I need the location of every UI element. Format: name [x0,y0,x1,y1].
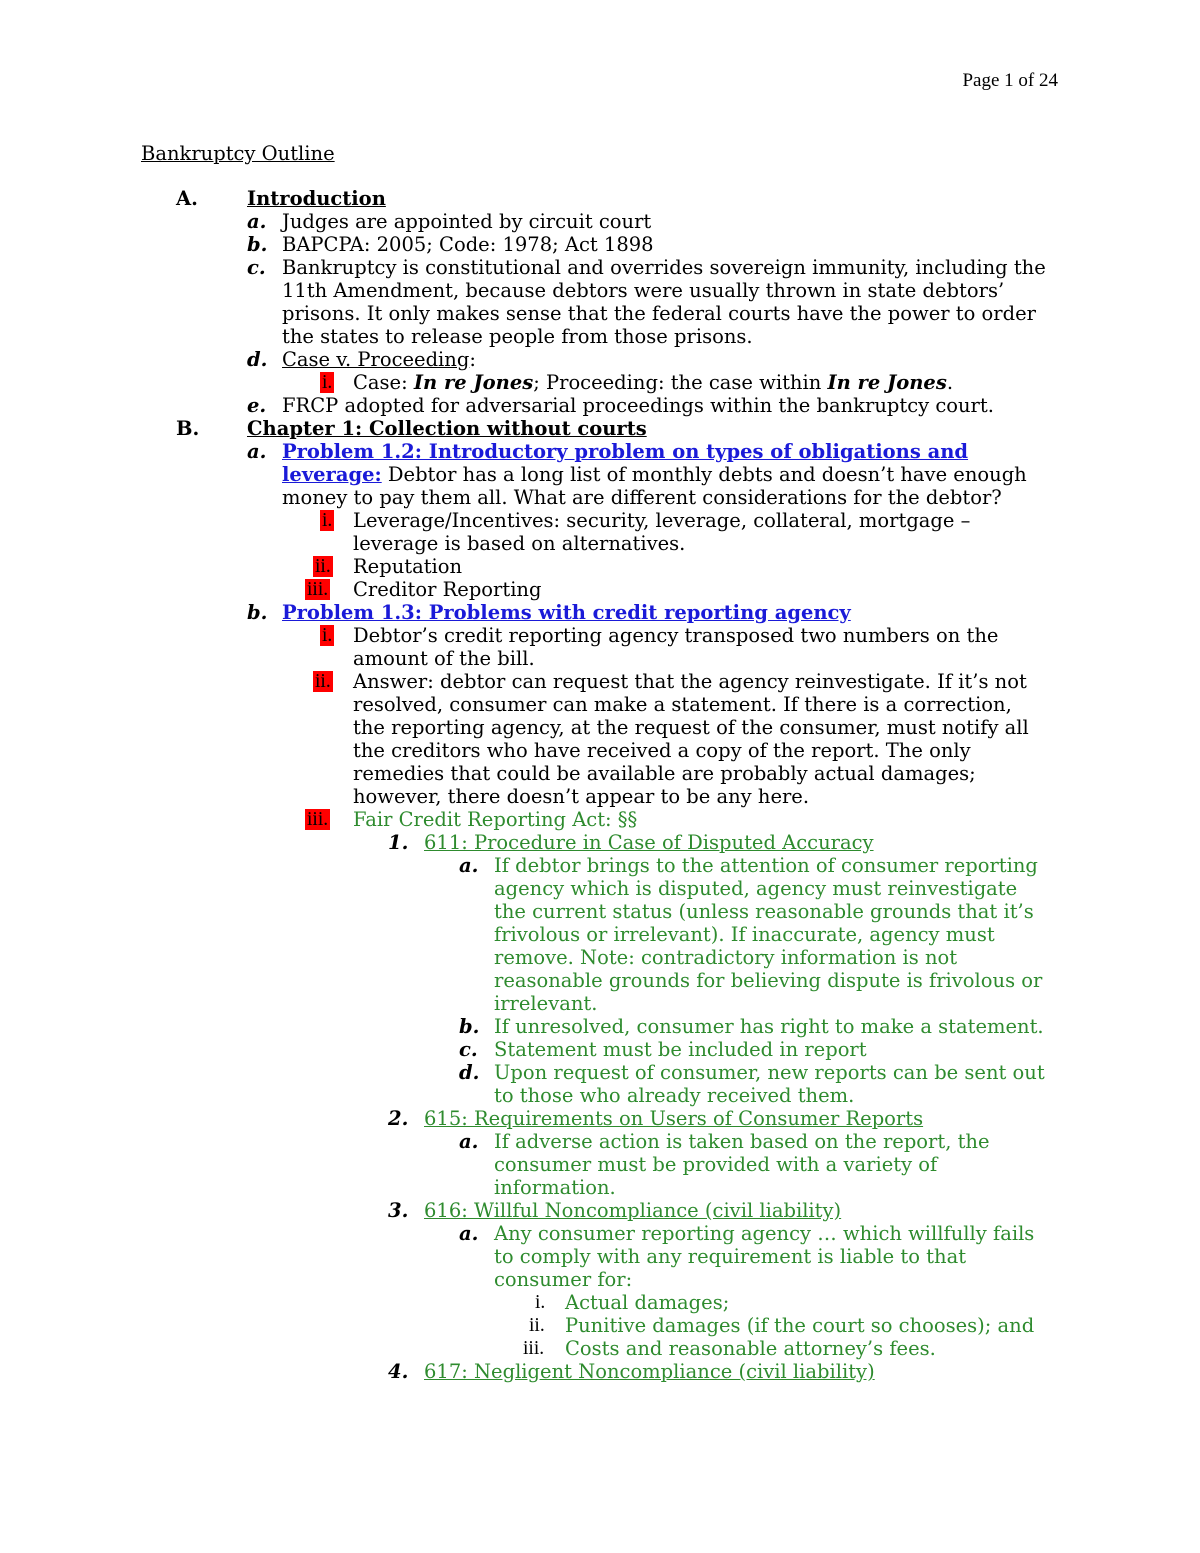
statute-title: 616: Willful Noncompliance (civil liability) [424,1199,842,1222]
outline-item: BAPCPA: 2005; Code: 1978; Act 1898 [282,233,654,256]
marker-highlight: iii. [307,579,329,600]
statute-marker: 2. [388,1107,409,1130]
subitem-line: Leverage/Incentives: security, leverage, collateral, mortgage – [353,509,971,532]
colon: : [469,348,476,371]
subitem [353,372,953,395]
statute-line: If unresolved, consumer has right to make a statement. [494,1015,1044,1038]
outline-item [282,349,476,372]
statute-item-marker: a. [459,1130,479,1153]
outline-item-line: Bankruptcy is constitutional and overrides sovereign immunity, including the [282,256,1046,279]
item-marker: b. [247,233,268,256]
case-v-proceeding: Case v. Proceeding [282,348,470,371]
subitem: Creditor Reporting [353,578,542,601]
statute-line: Costs and reasonable attorney’s fees. [565,1337,936,1360]
subitem: Reputation [353,555,463,578]
statute-title: 615: Requirements on Users of Consumer Reports [424,1107,924,1130]
statute-item-marker: d. [459,1061,480,1084]
statute-line: to those who already received them. [494,1084,855,1107]
page-number: Page 1 of 24 [962,70,1058,91]
subitem: Fair Credit Reporting Act: §§ [353,808,638,831]
statute-line: If adverse action is taken based on the report, the [494,1130,990,1153]
subitem-marker [305,809,330,832]
statute-line: Upon request of consumer, new reports can be sent out [494,1061,1045,1084]
section-marker: A. [176,187,198,210]
item-marker: c. [247,256,266,279]
statute-line: consumer for: [494,1268,633,1291]
statute-line: irrelevant. [494,992,598,1015]
statute-subitem-marker: i. [535,1292,546,1313]
statute-line: If debtor brings to the attention of consumer reporting [494,854,1038,877]
statute-subitem-marker: ii. [529,1315,545,1336]
statute-marker: 4. [388,1360,409,1383]
subitem-marker [313,671,333,694]
problem-text: money to pay them all. What are different considerations for the debtor? [282,486,1002,509]
subitem-marker [320,372,334,395]
statute-line: consumer must be provided with a variety of [494,1153,938,1176]
subitem-line: leverage is based on alternatives. [353,532,686,555]
statute-marker: 1. [388,831,409,854]
problem-link[interactable]: Problem 1.2: Introductory problem on types of obligations and [282,440,969,463]
text: ; Proceeding: the case within [533,371,828,394]
outline-item: Judges are appointed by circuit court [282,210,652,233]
statute-item-marker: b. [459,1015,480,1038]
subitem-line: the creditors who have received a copy of the report. The only [353,739,971,762]
statute-subitem-marker: iii. [523,1338,545,1359]
statute-line: agency which is disputed, agency must reinvestigate [494,877,1018,900]
case-name: In re Jones [413,371,534,394]
statute-line: frivolous or irrelevant). If inaccurate, agency must [494,923,995,946]
outline-item-line: the states to release people from those prisons. [282,325,753,348]
statute-line: information. [494,1176,616,1199]
subitem-line: resolved, consumer can make a statement. If there is a correction, [353,693,1012,716]
outline-item-line: prisons. It only makes sense that the federal courts have the power to order [282,302,1036,325]
problem-link[interactable]: Problem 1.3: Problems with credit reporting agency [282,601,851,624]
subitem-line: Answer: debtor can request that the agency reinvestigate. If it’s not [353,670,1027,693]
marker-highlight: ii. [315,556,331,577]
subitem-marker [320,510,334,533]
statute-item-marker: a. [459,854,479,877]
section-heading: Chapter 1: Collection without courts [247,417,647,440]
statute-line: the current status (unless reasonable grounds that it’s [494,900,1034,923]
problem-text [282,464,1027,487]
statute-title: 617: Negligent Noncompliance (civil liability) [424,1360,875,1383]
marker-highlight: i. [322,372,333,393]
subitem-marker [305,579,330,602]
statute-line: Actual damages; [565,1291,730,1314]
statute-line: remove. Note: contradictory information is not [494,946,958,969]
case-name: In re Jones [827,371,947,394]
problem-link[interactable]: leverage: [282,463,382,486]
text: Case: [353,371,414,394]
document-title: Bankruptcy Outline [141,142,335,165]
section-heading: Introduction [247,187,386,210]
text: Debtor has a long list of monthly debts and doesn’t have enough [381,463,1027,486]
subitem-line: Debtor’s credit reporting agency transposed two numbers on the [353,624,999,647]
item-marker: b. [247,601,268,624]
marker-highlight: i. [322,510,333,531]
statute-line: to comply with any requirement is liable to that [494,1245,967,1268]
item-marker: e. [247,394,267,417]
marker-highlight: iii. [307,809,329,830]
statute-marker: 3. [388,1199,409,1222]
item-marker: a. [247,210,267,233]
statute-line: Any consumer reporting agency … which willfully fails [494,1222,1035,1245]
outline-item: FRCP adopted for adversarial proceedings within the bankruptcy court. [282,394,994,417]
subitem-line: remedies that could be available are probably actual damages; [353,762,976,785]
statute-item-marker: a. [459,1222,479,1245]
statute-line: Statement must be included in report [494,1038,867,1061]
statute-line: Punitive damages (if the court so chooses); and [565,1314,1035,1337]
subitem-marker [313,556,333,579]
subitem-line: the reporting agency, at the request of the consumer, must notify all [353,716,1029,739]
item-marker: a. [247,440,267,463]
item-marker: d. [247,348,268,371]
outline-item-line: 11th Amendment, because debtors were usually thrown in state debtors’ [282,279,1005,302]
subitem-line: however, there doesn’t appear to be any here. [353,785,810,808]
text: . [946,371,954,394]
statute-item-marker: c. [459,1038,478,1061]
subitem-line: amount of the bill. [353,647,535,670]
subitem-marker [320,625,334,648]
marker-highlight: ii. [315,671,331,692]
statute-title: 611: Procedure in Case of Disputed Accuracy [424,831,874,854]
section-marker: B. [176,417,200,440]
marker-highlight: i. [322,625,333,646]
statute-line: reasonable grounds for believing dispute is frivolous or [494,969,1043,992]
